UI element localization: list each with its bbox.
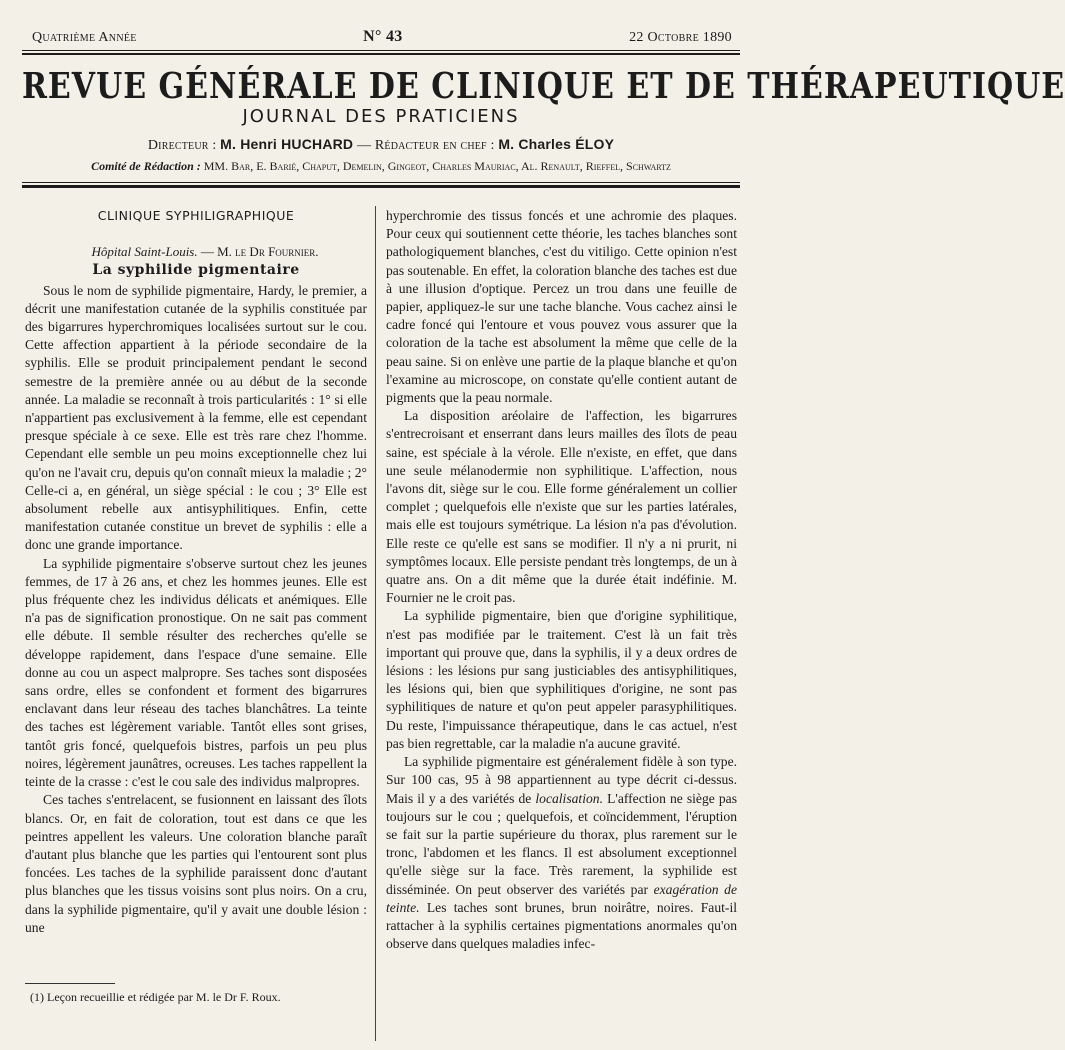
masthead-topline <box>32 28 732 46</box>
top-rule <box>22 50 740 51</box>
comite-members: MM. Bar, E. Barié, Chaput, Demelin, Gingeot, Charles Mauriac, Al. Renault, Rieffel, Schwartz <box>203 159 671 173</box>
directeur-label: Directeur : <box>147 138 217 153</box>
separator: — <box>356 138 372 153</box>
top-rule-thick <box>22 53 740 55</box>
article-title: La syphilide pigmentaire <box>92 262 300 279</box>
redacteur-label: Rédacteur en chef : <box>374 138 495 153</box>
right-column <box>386 207 737 953</box>
paragraph: La syphilide pigmentaire, bien que d'origine syphilitique, n'est pas modifiée par le traitement. C'est là un fait très important qui prouve que, dans la syphilis, il y a deux ordres de lésions : les lésions pur sang justiciables des antisyphilitiques, les lésions qui, bien que syphilitiques d'origine, ne sont pas syphilitiques de nature et qu'on peut appeler parasyphilitiques. Du reste, l'impuissance thérapeutique, dans le cas actuel, n'est pas bien regrettable, car la maladie n'a aucune gravité. <box>386 608 737 751</box>
paragraph: hyperchromie des tissus foncés et une achromie des plaques. Pour ceux qui soutiennent cette théorie, les taches blanches sont pathologiquement blanches, c'est du vitiligo. Cette opinion n'est pas soutenable. En effet, la coloration blanche des taches est due à une illusion d'optique. Percez un trou dans une feuille de papier, appliquez-le sur une tache blanche. Vous cachez ainsi le cadre foncé qui l'entoure et vous pouvez vous assurer que la coloration de la tache est absolument la même que celle de la peau saine. Si on enlève une partie de la plaque blanche et qu'on l'examine au microscope, on constate qu'elle contient autant de pigments que la peau normale. <box>386 208 737 406</box>
hospital-name: Hôpital Saint-Louis. <box>91 244 198 260</box>
emphasis: exagération de teinte. <box>386 881 737 915</box>
left-column <box>25 207 367 937</box>
footnote-marker: (1) <box>30 990 44 1004</box>
footnote-text: Leçon recueillie et rédigée par M. le Dr F. Roux. <box>47 990 281 1004</box>
article-byline <box>25 243 367 261</box>
footnote-rule <box>25 983 115 984</box>
author-name: — M. le Dr Fournier. <box>200 244 319 260</box>
paragraph-text: Les taches sont brunes, brun noirâtre, noires. Faut-il rattacher à la syphilis certaines pigmentations anormales qu'on observe dans quelques maladies infec- <box>386 899 737 952</box>
journal-subtitle: JOURNAL DES PRATICIENS <box>242 106 520 127</box>
editorial-direction <box>22 136 740 154</box>
section-heading: CLINIQUE SYPHILIGRAPHIQUE <box>97 208 295 223</box>
paragraph: La syphilide pigmentaire s'observe surtout chez les jeunes femmes, de 17 à 26 ans, et chez les hommes jeunes. Elle est plus fréquente chez les individus délicats et anémiques. Elle n'a pas de signification pronostique. On ne sait pas comment elle débute. Il semble résulter des recherches qu'elle se développe rapidement, dans l'espace d'une semaine. Elle donne au cou un aspect malpropre. Ses taches sont disposées sans ordre, elles se confondent et forment des bigarrures enclavant dans leur réseau des taches blanchâtres. La teinte des taches est légèrement variable. Tantôt elles sont grises, tantôt gris foncé, quelquefois bistres, parfois un peu plus noires, légèrement jaunâtres, ocreuses. Les taches rappellent la teinte de la crasse : c'est le cou sale des individus malpropres. <box>25 555 367 790</box>
footnote <box>30 990 281 1005</box>
paragraph-text: L'affection ne siège pas toujours sur le cou ; quelquefois, et coïncidemment, l'éruption se fait sur la partie supérieure du thorax, plus rarement sur le tronc, l'abdomen et les flancs. Il est absolument exceptionnel qu'elle siège sur la face. Très rarement, la syphilide est disséminée. On peut observer des variétés par <box>386 790 737 897</box>
paragraph-text: La syphilide pigmentaire est généralement fidèle à son type. Sur 100 cas, 95 à 98 appartiennent au type décrit ci-dessus. Mais il y a des variétés de <box>386 754 737 806</box>
redacteur-name: M. Charles ÉLOY <box>498 136 615 152</box>
comite-label: Comité de Rédaction : <box>91 159 201 173</box>
header-bottom-rule <box>22 182 740 183</box>
journal-title: REVUE GÉNÉRALE DE CLINIQUE ET DE THÉRAPEUTIQUE <box>22 66 1065 108</box>
paragraph: La disposition aréolaire de l'affection, les bigarrures s'entrecroisant et enserrant dans leurs mailles des îlots de peau saine, est spéciale à la vérole. Elle n'existe, en effet, que dans une seule mélanodermie non syphilitique. L'affection, nous l'avons dit, siège sur le cou. Elle forme généralement un collier complet ; quelquefois elle n'existe que sur les parties latérales, mais elle est toujours symétrique. La lésion n'a pas d'évolution. Elle reste ce qu'elle est sans se modifier. Il n'y a ni prurit, ni symptômes locaux. Elle persiste pendant très longtemps, de un à quatre ans. On a dit même que la durée était indéfinie. M. Fournier ne le croit pas. <box>386 408 737 606</box>
directeur-name: M. Henri HUCHARD <box>220 136 354 152</box>
year-label: Quatrième Année <box>32 30 137 45</box>
issue-date: 22 Octobre 1890 <box>629 30 732 45</box>
issue-number: N° 43 <box>363 28 403 45</box>
header-bottom-rule-thick <box>22 185 740 188</box>
column-divider <box>375 206 376 1041</box>
paragraph: Sous le nom de syphilide pigmentaire, Hardy, le premier, a décrit une manifestation cutanée de la syphilis constituée par des bigarrures hyperchromiques localisées surtout sur le cou. Cette affection appartient à la période secondaire de la syphilis. Elle se produit principalement pendant le second semestre de la première année ou au début de la seconde année. La maladie se reconnaît à trois particularités : 1° si elle n'appartient pas exclusivement à la femme, elle est cependant presque spéciale à ce sexe. Elle est très rare chez l'homme. Cependant elle semble un peu moins exceptionnelle chez lui qu'on ne l'avait cru, depuis qu'on connaît mieux la maladie ; 2° Celle-ci a, en général, un siège spécial : le cou ; 3° Elle est absolument rebelle aux antisyphilitiques. Enfin, cette manifestation cutanée constitue un brevet de syphilis : elle a donc une grande importance. <box>25 282 367 553</box>
paragraph: Ces taches s'entrelacent, se fusionnent en laissant des îlots blancs. Or, en fait de coloration, tout est dans ce que les peintres appellent les valeurs. Une coloration blanche paraît d'autant plus blanche que les parties qui l'entourent sont plus foncées. Les taches de la syphilide paraissent donc d'autant plus blanches que les tissus voisins sont plus noirs. On a cru, dans la syphilide pigmentaire, qu'il y avait une double lésion : une <box>25 792 367 935</box>
emphasis: localisation. <box>535 790 603 806</box>
editorial-committee <box>22 159 740 174</box>
paragraph <box>386 753 737 953</box>
